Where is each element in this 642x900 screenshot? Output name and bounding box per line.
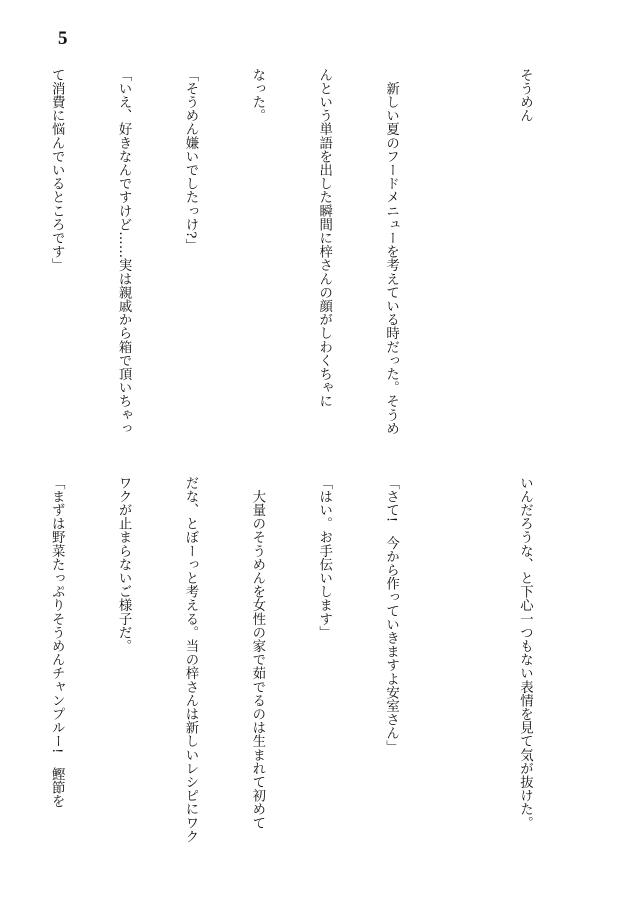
text-line: 「そうめん嫌いでしたっけ?」 [182, 68, 198, 253]
text-line: いんだろうな、と下心一つもない表情を見て気が抜けた。 [517, 476, 533, 830]
text-line: そうめん [517, 68, 533, 123]
page-number: 5 [58, 28, 68, 49]
lower-text-block [49, 476, 580, 848]
text-line: んという単語を出した瞬間に梓さんの顔がしわくちゃに [316, 68, 332, 408]
text-line: 「はい。お手伝いします」 [316, 476, 332, 640]
text-line [446, 476, 468, 848]
text-line [446, 68, 468, 454]
text-line: 「まずは野菜たっぷりそうめんチャンプルー! 鰹節を [49, 476, 65, 808]
text-line: 大量のそうめんを女性の家で茹でるのは生まれて初めて [249, 476, 265, 830]
text-line: なった。 [249, 68, 265, 123]
text-line: だな、とぼーっと考える。当の梓さんは新しいレシピにワク [182, 476, 198, 844]
text-line: 新しい夏のフードメニューを考えている時だった。そうめ [383, 68, 399, 436]
text-line: 「いえ、好きなんですけど……実は親戚から箱で頂いちゃっ [116, 68, 132, 436]
text-line: 「さて! 今から作っていきますよ安室さん」 [383, 476, 399, 754]
text-line: ワクが止まらないご様子だ。 [116, 476, 132, 653]
upper-text-block [49, 68, 580, 454]
text-line: て消費に悩んでいるところです」 [49, 68, 65, 272]
